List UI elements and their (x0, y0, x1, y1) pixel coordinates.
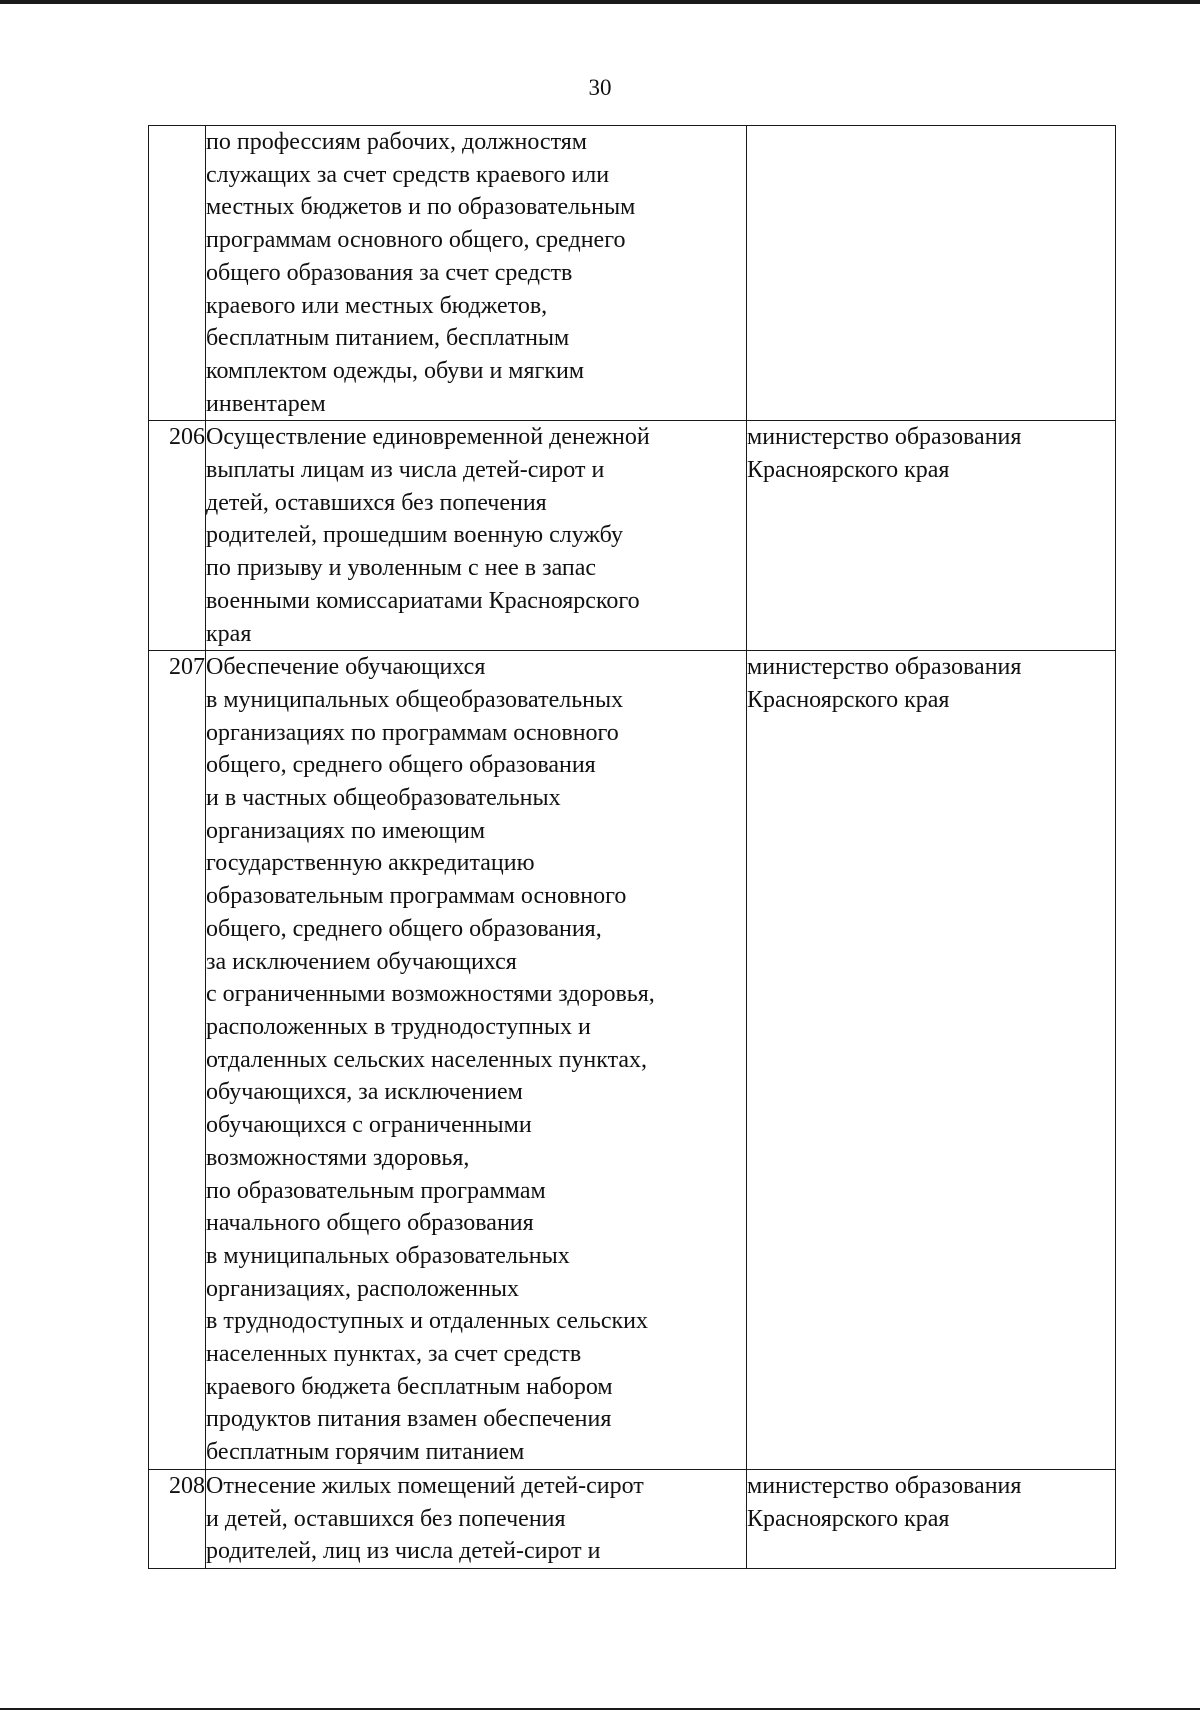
row-description (206, 421, 747, 651)
table-row (149, 421, 1116, 651)
table-body (149, 126, 1116, 1569)
description-line: Осуществление единовременной денежной (206, 424, 650, 451)
row-responsible (747, 421, 1116, 651)
table-row (149, 651, 1116, 1470)
row-number (149, 126, 206, 421)
description-line: комплектом одежды, обуви и мягким (206, 357, 585, 384)
description-line: в муниципальных общеобразовательных (206, 686, 624, 713)
description-line: в труднодоступных и отдаленных сельских (206, 1308, 648, 1335)
description-line: родителей, лиц из числа детей-сирот и (206, 1538, 601, 1565)
scan-top-edge (0, 0, 1200, 4)
description-line: края (206, 620, 252, 647)
row-description (206, 1469, 747, 1568)
description-line: начального общего образования (206, 1210, 534, 1237)
responsible-line: Красноярского края (747, 686, 950, 713)
row-description (206, 651, 747, 1470)
responsible-line: министерство образования (747, 424, 1022, 451)
description-line: по образовательным программам (206, 1177, 546, 1204)
description-line: и в частных общеобразовательных (206, 785, 561, 812)
document-table (148, 125, 1116, 1569)
description-line: программам основного общего, среднего (206, 227, 626, 254)
description-line: возможностями здоровья, (206, 1144, 470, 1171)
scan-bottom-edge (0, 1708, 1200, 1710)
description-line: общего образования за счет средств (206, 259, 573, 286)
description-line: Отнесение жилых помещений детей-сирот (206, 1472, 644, 1499)
description-line: отдаленных сельских населенных пунктах, (206, 1046, 648, 1073)
row-responsible (747, 1469, 1116, 1568)
responsible-line: министерство образования (747, 654, 1022, 681)
description-line: государственную аккредитацию (206, 850, 535, 877)
description-line: Обеспечение обучающихся (206, 654, 486, 681)
description-line: бесплатным питанием, бесплатным (206, 325, 570, 352)
description-line: краевого или местных бюджетов, (206, 292, 548, 319)
table-row (149, 126, 1116, 421)
responsible-line: министерство образования (747, 1472, 1022, 1499)
row-number: 208 (149, 1469, 206, 1568)
description-line: образовательным программам основного (206, 883, 627, 910)
row-number: 206 (149, 421, 206, 651)
description-line: продуктов питания взамен обеспечения (206, 1406, 612, 1433)
responsible-line: Красноярского края (747, 1505, 950, 1532)
description-line: общего, среднего общего образования (206, 752, 596, 779)
row-description (206, 126, 747, 421)
description-line: краевого бюджета бесплатным набором (206, 1373, 613, 1400)
responsible-line: Красноярского края (747, 457, 950, 484)
description-line: с ограниченными возможностями здоровья, (206, 981, 655, 1008)
description-line: организациях по имеющим (206, 817, 486, 844)
row-responsible (747, 126, 1116, 421)
description-line: военными комиссариатами Красноярского (206, 587, 640, 614)
description-line: и детей, оставшихся без попечения (206, 1505, 566, 1532)
description-line: инвентарем (206, 390, 326, 417)
description-line: детей, оставшихся без попечения (206, 489, 547, 516)
row-number: 207 (149, 651, 206, 1470)
description-line: обучающихся, за исключением (206, 1079, 523, 1106)
description-line: в муниципальных образовательных (206, 1242, 570, 1269)
description-line: по профессиям рабочих, должностям (206, 129, 587, 155)
description-line: общего, среднего общего образования, (206, 915, 602, 942)
description-line: организациях по программам основного (206, 719, 619, 746)
description-line: по призыву и уволенным с нее в запас (206, 555, 597, 582)
description-line: расположенных в труднодоступных и (206, 1013, 591, 1040)
page-number: 30 (588, 75, 612, 100)
description-line: выплаты лицам из числа детей-сирот и (206, 457, 605, 484)
description-line: за исключением обучающихся (206, 948, 517, 975)
table-row (149, 1469, 1116, 1568)
description-line: населенных пунктах, за счет средств (206, 1341, 582, 1368)
description-line: местных бюджетов и по образовательным (206, 194, 636, 221)
description-line: бесплатным горячим питанием (206, 1439, 525, 1466)
description-line: родителей, прошедшим военную службу (206, 522, 623, 549)
row-responsible (747, 651, 1116, 1470)
description-line: обучающихся с ограниченными (206, 1112, 532, 1139)
description-line: организациях, расположенных (206, 1275, 519, 1302)
description-line: служащих за счет средств краевого или (206, 161, 610, 188)
